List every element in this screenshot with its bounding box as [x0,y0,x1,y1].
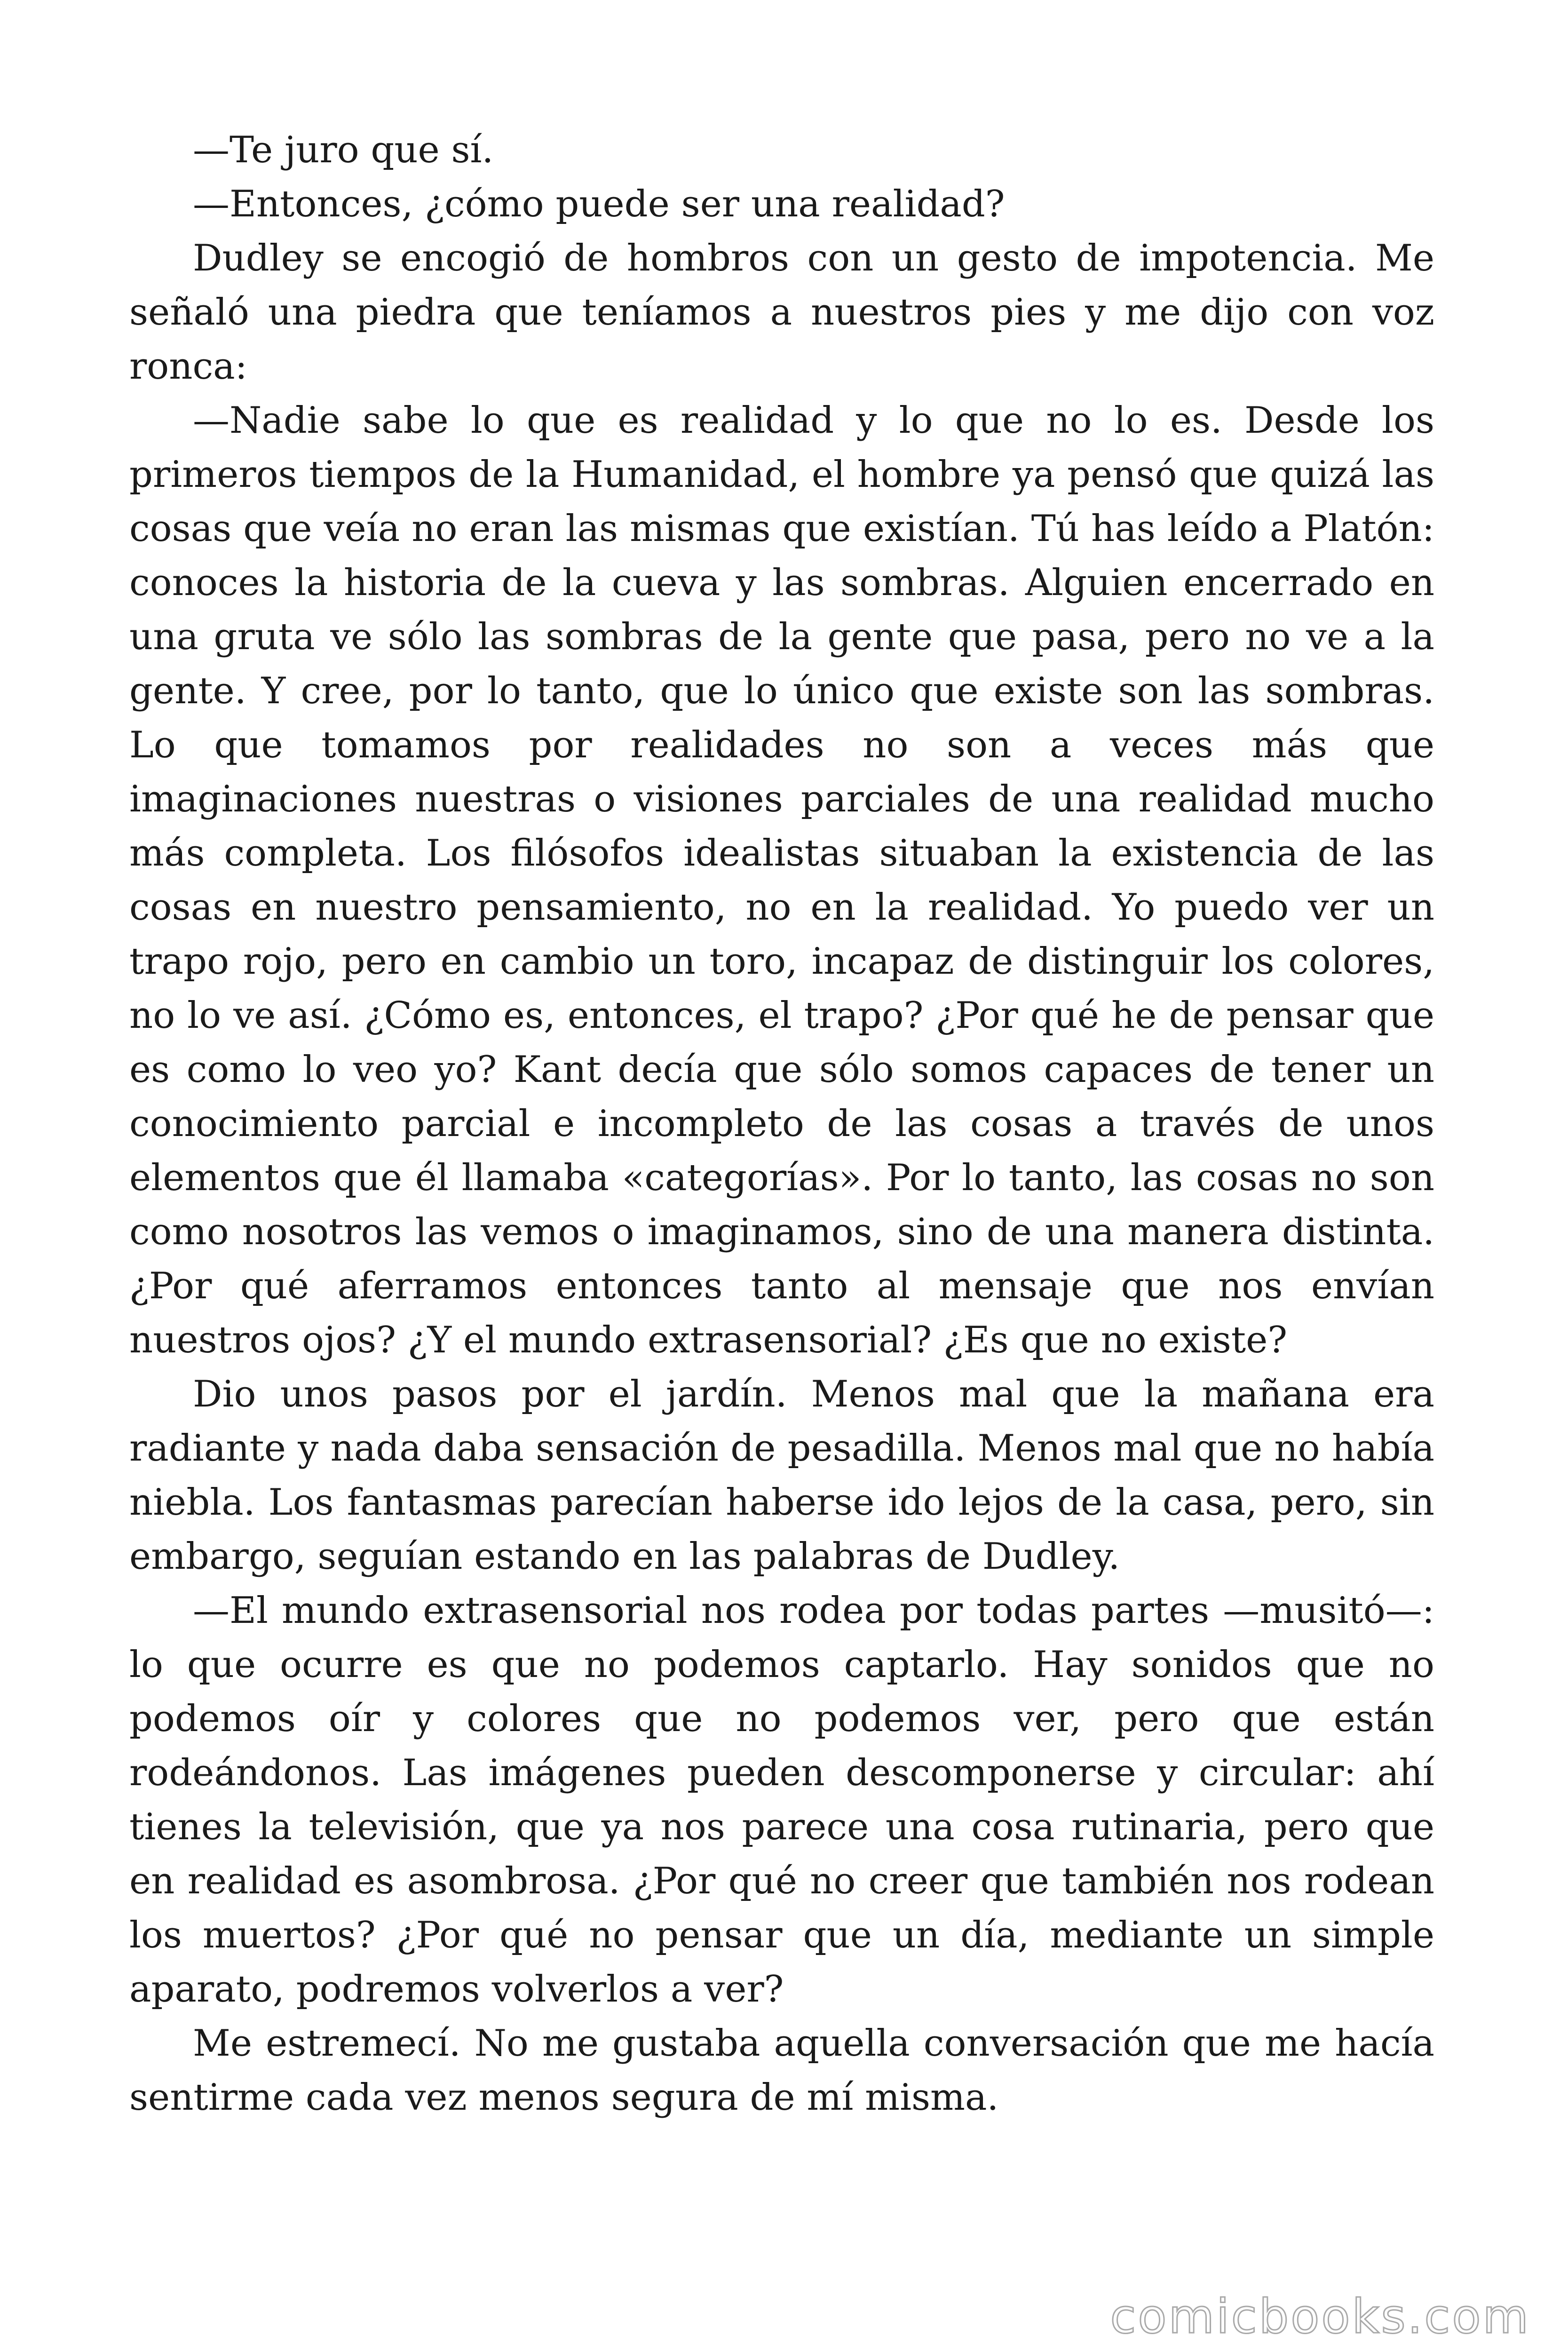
paragraph-1: —Te juro que sí. [193,129,494,171]
paragraph-7: Me estremecí. No me gustaba aquella conversación que me hacía sentirme cada vez menos segura de mí misma. [129,2022,1434,2119]
paragraph-5: Dio unos pasos por el jardín. Menos mal que la mañana era radiante y nada daba sensación de pesadilla. Menos mal que no había niebla. Los fantasmas parecían haberse ido lejos de la casa, pero, sin embargo, seguían estando en las palabras de Dudley. [129,1373,1434,1578]
watermark: comicbooks.com [1110,2289,1530,2344]
paragraph-3: Dudley se encogió de hombros con un gesto de impotencia. Me señaló una piedra que teníamos a nuestros pies y me dijo con voz ronca: [129,237,1434,388]
paragraph-4: —Nadie sabe lo que es realidad y lo que no lo es. Desde los primeros tiempos de la Humanidad, el hombre ya pensó que quizá las cosas que veía no eran las mismas que existían. Tú has leído a Platón: conoces la historia de la cueva y las sombras. Alguien encerrado en una gruta ve sólo las sombras de la gente que pasa, pero no ve a la gente. Y cree, por lo tanto, que lo único que existe son las sombras. Lo que tomamos por realidades no son a veces más que imaginaciones nuestras o visiones parciales de una realidad mucho más completa. Los filósofos idealistas situaban la existencia de las cosas en nuestro pensamiento, no en la realidad. Yo puedo ver un trapo rojo, pero en cambio un toro, incapaz de distinguir los colores, no lo ve así. ¿Cómo es, entonces, el trapo? ¿Por qué he de pensar que es como lo veo yo? Kant decía que sólo somos capaces de tener un conocimiento parcial e incompleto de las cosas a través de unos elementos que él llamaba «categorías». Por lo tanto, las cosas no son como nosotros las vemos o imaginamos, sino de una manera distinta. ¿Por qué aferramos entonces tanto al mensaje que nos envían nuestros ojos? ¿Y el mundo extrasensorial? ¿Es que no existe? [129,399,1434,1361]
paragraph-2: —Entonces, ¿cómo puede ser una realidad? [193,183,1005,225]
page-body [129,123,1434,2125]
paragraph-6: —El mundo extrasensorial nos rodea por todas partes —musitó—: lo que ocurre es que no podemos captarlo. Hay sonidos que no podemos oír y colores que no podemos ver, pero que están rodeándonos. Las imágenes pueden descomponerse y circular: ahí tienes la televisión, que ya nos parece una cosa rutinaria, pero que en realidad es asombrosa. ¿Por qué no creer que también nos rodean los muertos? ¿Por qué no pensar que un día, mediante un simple aparato, podremos volverlos a ver? [129,1589,1434,2010]
